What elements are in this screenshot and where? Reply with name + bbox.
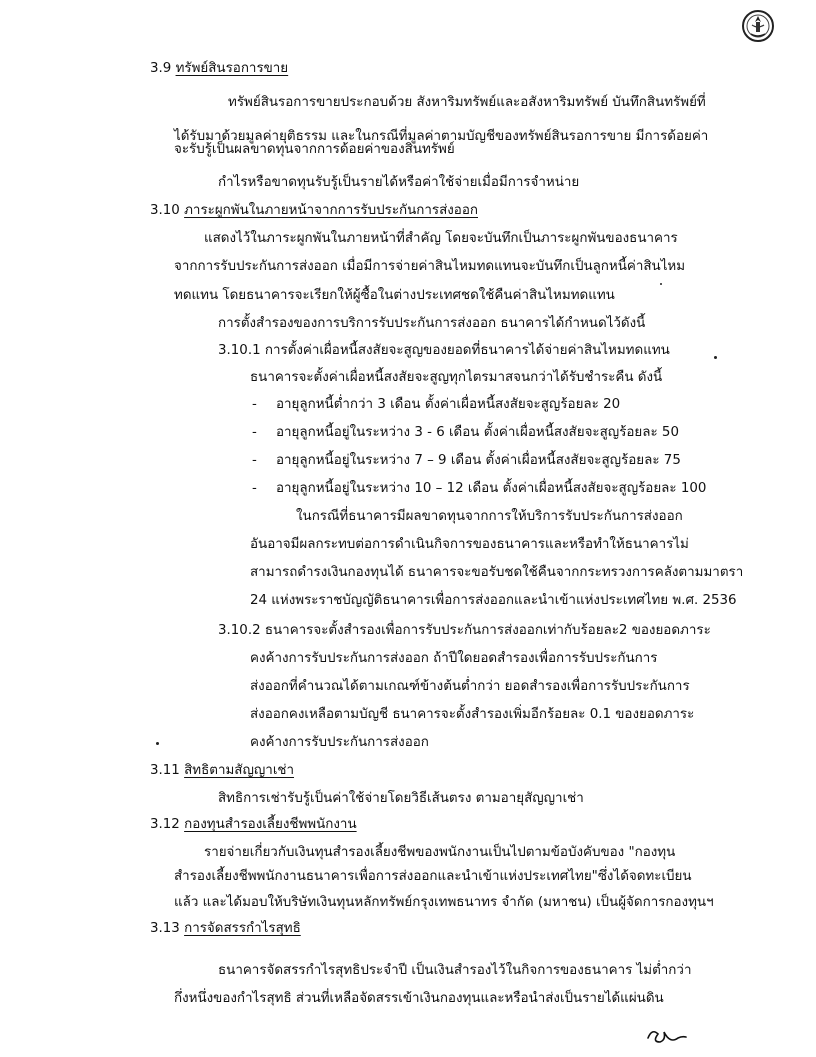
- scan-speck: [714, 356, 717, 359]
- paragraph-line: ทดแทน โดยธนาคารจะเรียกให้ผู้ซื้อในต่างประเทศชดใช้คืนค่าสินไหมทดแทน: [174, 288, 615, 303]
- section-number: 3.9: [150, 61, 172, 76]
- section-title: การจัดสรรกำไรสุทธิ: [184, 921, 301, 936]
- paragraph-line: สามารถดำรงเงินกองทุนได้ ธนาคารจะขอรับชดใช้คืนจากกระทรวงการคลังตามมาตรา: [250, 565, 744, 580]
- section-number: 3.10: [150, 203, 180, 218]
- scan-speck: [660, 283, 662, 285]
- paragraph-line: ธนาคารจัดสรรกำไรสุทธิประจำปี เป็นเงินสำรองไว้ในกิจการของธนาคาร ไม่ต่ำกว่า: [218, 963, 692, 978]
- subsection-3-10-2-line: 3.10.2 ธนาคารจะตั้งสำรองเพื่อการรับประกันการส่งออกเท่ากับร้อยละ2 ของยอดภาระ: [218, 623, 711, 638]
- section-heading-3-10: [150, 202, 478, 220]
- initials-signature-icon: [642, 1020, 690, 1050]
- section-heading-3-11: [150, 762, 294, 780]
- paragraph-line: กึ่งหนึ่งของกำไรสุทธิ ส่วนที่เหลือจัดสรรเข้าเงินกองทุนและหรือนำส่งเป็นรายได้แผ่นดิน: [174, 991, 664, 1006]
- bullet-dash: -: [252, 481, 257, 496]
- section-heading-3-9: [150, 60, 288, 78]
- paragraph-line: อันอาจมีผลกระทบต่อการดำเนินกิจการของธนาคารและหรือทำให้ธนาคารไม่: [250, 537, 689, 552]
- section-heading-3-13: [150, 920, 301, 938]
- paragraph-line: สิทธิการเช่ารับรู้เป็นค่าใช้จ่ายโดยวิธีเส้นตรง ตามอายุสัญญาเช่า: [218, 791, 584, 806]
- paragraph-line: จะรับรู้เป็นผลขาดทุนจากการด้อยค่าของสินทรัพย์: [174, 142, 455, 157]
- bullet-dash: -: [252, 453, 257, 468]
- subsection-3-10-2-line: คงค้างการรับประกันการส่งออก ถ้าปีใดยอดสำรองเพื่อการรับประกันการ: [250, 651, 658, 666]
- section-number: 3.13: [150, 921, 180, 936]
- section-title: กองทุนสำรองเลี้ยงชีพพนักงาน: [184, 817, 357, 832]
- paragraph-line: แล้ว และได้มอบให้บริษัทเงินทุนหลักทรัพย์กรุงเทพธนาทร จำกัด (มหาชน) เป็นผู้จัดการกองทุนฯ: [174, 895, 714, 910]
- paragraph-line: 24 แห่งพระราชบัญญัติธนาคารเพื่อการส่งออกและนำเข้าแห่งประเทศไทย พ.ศ. 2536: [250, 593, 737, 608]
- section-number: 3.11: [150, 763, 180, 778]
- section-title: ภาระผูกพันในภายหน้าจากการรับประกันการส่งออก: [184, 203, 478, 218]
- scan-speck: [156, 742, 159, 745]
- paragraph-line: สำรองเลี้ยงชีพพนักงานธนาคารเพื่อการส่งออกและนำเข้าแห่งประเทศไทย"ซึ่งได้จดทะเบียน: [174, 869, 692, 884]
- paragraph-line: ทรัพย์สินรอการขายประกอบด้วย สังหาริมทรัพย์และอสังหาริมทรัพย์ บันทึกสินทรัพย์ที่: [228, 95, 706, 110]
- paragraph-line: จากการรับประกันการส่งออก เมื่อมีการจ่ายค่าสินไหมทดแทนจะบันทึกเป็นลูกหนี้ค่าสินไหม: [174, 259, 686, 274]
- subsection-3-10-2-line: ส่งออกคงเหลือตามบัญชี ธนาคารจะตั้งสำรองเพิ่มอีกร้อยละ 0.1 ของยอดภาระ: [250, 707, 695, 722]
- bullet-item: อายุลูกหนี้อยู่ในระหว่าง 7 – 9 เดือน ตั้งค่าเผื่อหนี้สงสัยจะสูญร้อยละ 75: [276, 453, 681, 468]
- bullet-dash: -: [252, 425, 257, 440]
- subsection-3-10-1-line: 3.10.1 การตั้งค่าเผื่อหนี้สงสัยจะสูญของยอดที่ธนาคารได้จ่ายค่าสินไหมทดแทน: [218, 343, 670, 358]
- subsection-3-10-1-line: ธนาคารจะตั้งค่าเผื่อหนี้สงสัยจะสูญทุกไตรมาสจนกว่าได้รับชำระคืน ดังนี้: [250, 370, 663, 385]
- subsection-3-10-2-line: คงค้างการรับประกันการส่งออก: [250, 735, 429, 750]
- subsection-3-10-2-line: ส่งออกที่คำนวณได้ตามเกณฑ์ข้างต้นต่ำกว่า ยอดสำรองเพื่อการรับประกันการ: [250, 679, 690, 694]
- paragraph-line: ได้รับมาด้วยมูลค่ายุติธรรม และในกรณีที่มูลค่าตามบัญชีของทรัพย์สินรอการขาย มีการด้อยค่า: [174, 129, 709, 144]
- section-number: 3.12: [150, 817, 180, 832]
- paragraph-line: ในกรณีที่ธนาคารมีผลขาดทุนจากการให้บริการรับประกันการส่งออก: [296, 509, 683, 524]
- emblem-seal-icon: [740, 8, 776, 44]
- bullet-item: อายุลูกหนี้ต่ำกว่า 3 เดือน ตั้งค่าเผื่อหนี้สงสัยจะสูญร้อยละ 20: [276, 397, 621, 412]
- section-title: สิทธิตามสัญญาเช่า: [184, 763, 295, 778]
- paragraph-line: แสดงไว้ในภาระผูกพันในภายหน้าที่สำคัญ โดยจะบันทึกเป็นภาระผูกพันของธนาคาร: [204, 231, 678, 246]
- bullet-dash: -: [252, 397, 257, 412]
- bullet-item: อายุลูกหนี้อยู่ในระหว่าง 3 - 6 เดือน ตั้งค่าเผื่อหนี้สงสัยจะสูญร้อยละ 50: [276, 425, 679, 440]
- paragraph-line: รายจ่ายเกี่ยวกับเงินทุนสำรองเลี้ยงชีพของพนักงานเป็นไปตามข้อบังคับของ "กองทุน: [204, 845, 676, 860]
- bullet-item: อายุลูกหนี้อยู่ในระหว่าง 10 – 12 เดือน ตั้งค่าเผื่อหนี้สงสัยจะสูญร้อยละ 100: [276, 481, 707, 496]
- section-title: ทรัพย์สินรอการขาย: [175, 61, 289, 76]
- section-heading-3-12: [150, 816, 357, 834]
- paragraph-line: กำไรหรือขาดทุนรับรู้เป็นรายได้หรือค่าใช้จ่ายเมื่อมีการจำหน่าย: [218, 175, 580, 190]
- paragraph-line: การตั้งสำรองของการบริการรับประกันการส่งออก ธนาคารได้กำหนดไว้ดังนี้: [218, 316, 646, 331]
